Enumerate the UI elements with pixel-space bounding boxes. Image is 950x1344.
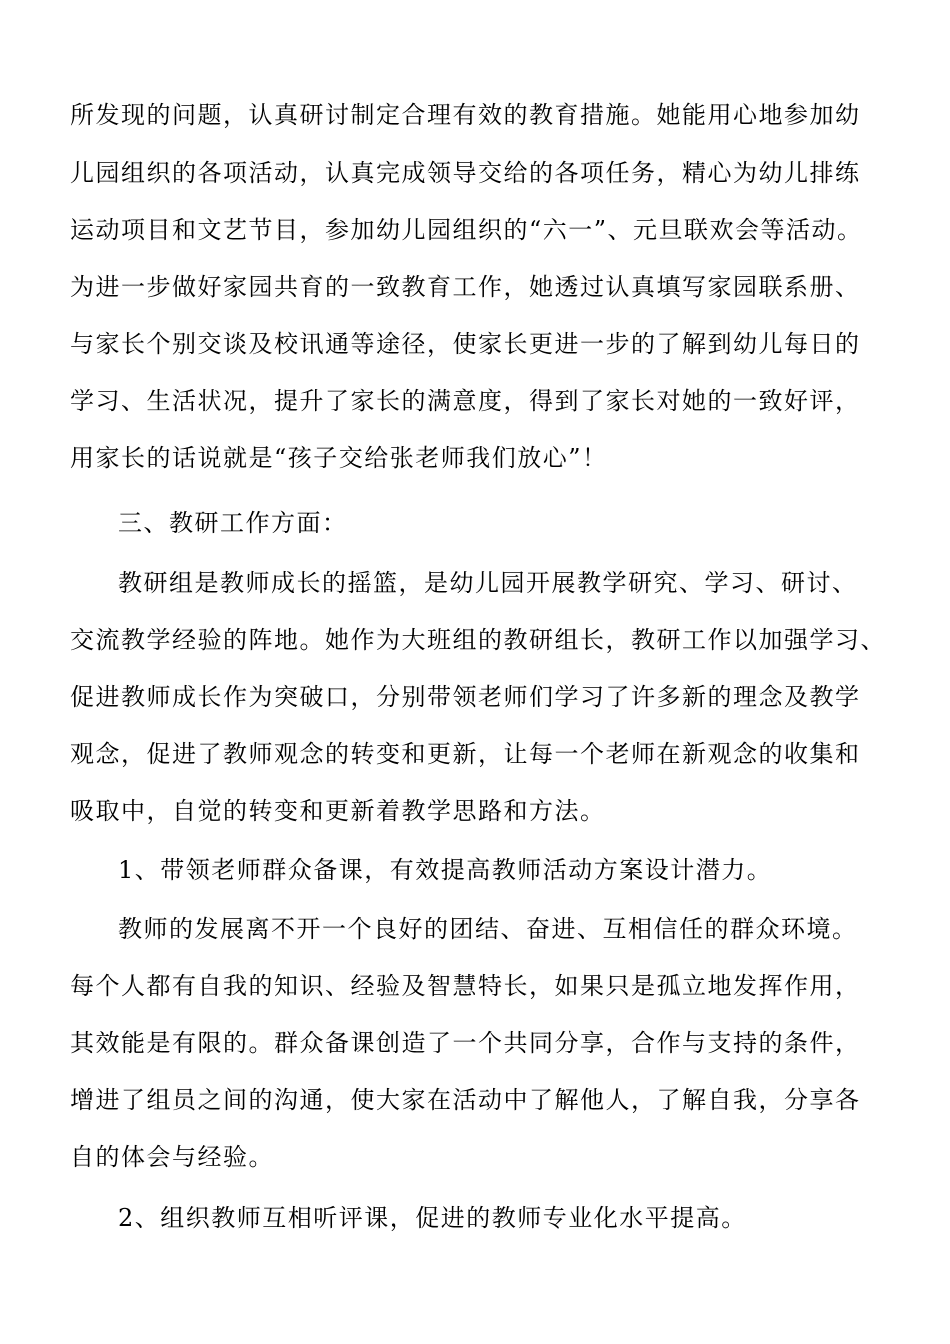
paragraph-line: 教研组是教师成长的摇篮，是幼儿园开展教学研究、学习、研讨、	[118, 569, 858, 597]
paragraph-line: 儿园组织的各项活动，认真完成领导交给的各项任务，精心为幼儿排练	[70, 159, 861, 187]
paragraph-line: 吸取中，自觉的转变和更新着教学思路和方法。	[70, 797, 606, 825]
paragraph-line: 学习、生活状况，提升了家长的满意度，得到了家长对她的一致好评，	[70, 387, 861, 415]
paragraph-line: 每个人都有自我的知识、经验及智慧特长，如果只是孤立地发挥作用，	[70, 972, 861, 1000]
paragraph-line: 与家长个别交谈及校讯通等途径，使家长更进一步的了解到幼儿每日的	[70, 330, 861, 358]
paragraph-line: 促进教师成长作为突破口，分别带领老师们学习了许多新的理念及教学	[70, 683, 861, 711]
paragraph-line: 用家长的话说就是“孩子交给张老师我们放心”！	[70, 444, 608, 472]
paragraph-line: 教师的发展离不开一个良好的团结、奋进、互相信任的群众环境。	[118, 915, 858, 943]
paragraph-line: 自的体会与经验。	[70, 1143, 274, 1171]
numbered-item-1: 1、带领老师群众备课，有效提高教师活动方案设计潜力。	[118, 856, 773, 884]
paragraph-line: 其效能是有限的。群众备课创造了一个共同分享，合作与支持的条件，	[70, 1029, 861, 1057]
paragraph-line: 交流教学经验的阵地。她作为大班组的教研组长，教研工作以加强学习、	[70, 626, 886, 654]
numbered-item-2: 2、组织教师互相听评课，促进的教师专业化水平提高。	[118, 1204, 747, 1232]
paragraph-line: 为进一步做好家园共育的一致教育工作，她透过认真填写家园联系册、	[70, 273, 861, 301]
paragraph-line: 观念，促进了教师观念的转变和更新，让每一个老师在新观念的收集和	[70, 740, 861, 768]
paragraph-line: 增进了组员之间的沟通，使大家在活动中了解他人，了解自我，分享各	[70, 1086, 861, 1114]
paragraph-line: 运动项目和文艺节目，参加幼儿园组织的“六一”、元旦联欢会等活动。	[70, 216, 863, 244]
section-heading: 三、教研工作方面：	[118, 509, 348, 537]
paragraph-line: 所发现的问题，认真研讨制定合理有效的教育措施。她能用心地参加幼	[70, 101, 861, 129]
